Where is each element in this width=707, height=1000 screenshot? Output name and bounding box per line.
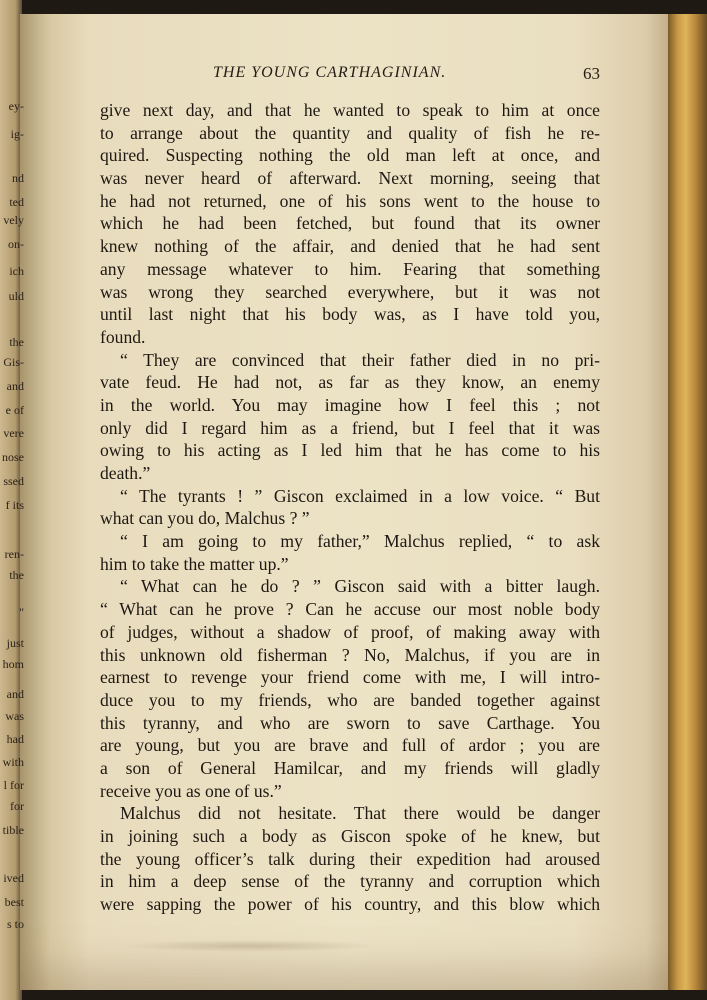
left-page-text-fragments	[0, 0, 24, 1000]
page-header	[100, 64, 600, 84]
left-page-fragment: l for	[3, 779, 24, 792]
left-page-fragment: had	[6, 733, 24, 746]
left-page-fragment: nose	[2, 451, 24, 464]
text-line: a son of General Hamilcar, and my friends will gladly	[100, 757, 600, 778]
left-page-fragment: Gis-	[3, 356, 24, 369]
left-page-fragment: and	[6, 380, 24, 393]
left-page-fragment: ren-	[4, 548, 24, 561]
text-line: found.	[100, 326, 146, 347]
left-page-fragment: vere	[3, 427, 24, 440]
page-number: 63	[583, 64, 600, 83]
text-line: any message whatever to him. Fearing that something	[100, 258, 600, 279]
text-line: vate feud. He had not, as far as they know, an enemy	[100, 372, 600, 393]
text-line: were sapping the power of his country, and this blow which	[100, 894, 600, 915]
left-page-fragment: f its	[5, 499, 24, 512]
page-stain	[120, 940, 380, 952]
text-line: “ The tyrants ! ” Giscon exclaimed in a low voice. “ But	[120, 485, 600, 506]
book-spine-edge	[668, 14, 707, 990]
text-line: until last night that his body was, as I have told you,	[100, 304, 600, 325]
text-line: only did I regard him as a friend, but I feel that it was	[100, 417, 600, 438]
text-line: which he had been fetched, but found that its owner	[100, 213, 600, 234]
running-title: THE YOUNG CARTHAGINIAN.	[213, 64, 447, 81]
left-page-fragment: ig-	[10, 128, 24, 141]
text-line: “ I am going to my father,” Malchus replied, “ to ask	[120, 531, 600, 552]
text-line: in him a deep sense of the tyranny and corruption which	[100, 871, 600, 892]
left-page-fragment: ssed	[3, 475, 24, 488]
left-page-fragment: the	[9, 336, 24, 349]
text-line: he had not returned, one of his sons went to the house to	[100, 190, 600, 211]
text-line: are young, but you are brave and full of ardor ; you are	[100, 735, 600, 756]
text-line: owing to his acting as I led him that he has come to his	[100, 440, 600, 461]
text-line: knew nothing of the affair, and denied that he had sent	[100, 236, 600, 257]
left-page-fragment: ived	[3, 872, 24, 885]
left-page-fragment: vely	[3, 214, 24, 227]
text-line: “ They are convinced that their father died in no pri-	[120, 349, 600, 370]
text-line: “ What can he do ? ” Giscon said with a bitter laugh.	[120, 576, 600, 597]
left-page-fragment: tible	[2, 824, 24, 837]
left-page-fragment: the	[9, 569, 24, 582]
left-page-fragment: just	[6, 637, 24, 650]
body-text	[100, 99, 600, 916]
text-line: was never heard of afterward. Next morning, seeing that	[100, 168, 600, 189]
left-page-fragment: ted	[9, 196, 24, 209]
left-page-fragment: with	[2, 756, 24, 769]
text-line: what can you do, Malchus ? ”	[100, 508, 310, 529]
text-line: receive you as one of us.”	[100, 780, 282, 801]
text-line: give next day, and that he wanted to speak to him at once	[100, 100, 600, 120]
left-page-fragment: uld	[8, 290, 24, 303]
left-page-fragment: ich	[9, 265, 24, 278]
text-line: this tyranny, and who are sworn to save Carthage. You	[100, 712, 600, 733]
text-line: death.”	[100, 463, 151, 483]
text-line: him to take the matter up.”	[100, 553, 289, 574]
left-page-fragment: "	[19, 606, 24, 619]
text-line: this unknown old fisherman ? No, Malchus, if you are in	[100, 644, 600, 665]
text-line: “ What can he prove ? Can he accuse our most noble body	[100, 599, 600, 620]
left-page-fragment: ey-	[8, 100, 24, 113]
text-line: of judges, without a shadow of proof, of making away with	[100, 621, 600, 642]
text-line: the young officer’s talk during their expedition had aroused	[100, 848, 600, 869]
left-page-fragment: and	[6, 688, 24, 701]
text-line: duce you to my friends, who are banded together against	[100, 689, 600, 710]
text-line: was wrong they searched everywhere, but it was not	[100, 281, 600, 302]
text-line: quired. Suspecting nothing the old man left at once, and	[100, 145, 600, 166]
left-page-fragment: for	[10, 800, 24, 813]
left-page-fragment: was	[5, 710, 24, 723]
left-page-fragment: s to	[6, 918, 24, 931]
text-line: Malchus did not hesitate. That there would be danger	[120, 803, 600, 824]
text-line: earnest to revenge your friend come with me, I will intro-	[100, 667, 600, 688]
text-line: to arrange about the quantity and quality of fish he re-	[100, 122, 600, 143]
text-line: in joining such a body as Giscon spoke of he knew, but	[100, 826, 600, 846]
left-page-fragment: hom	[2, 658, 24, 671]
left-page-fragment: nd	[12, 172, 24, 185]
left-page-fragment: best	[4, 896, 24, 909]
text-line: in the world. You may imagine how I feel this ; not	[100, 394, 600, 415]
left-page-fragment: on-	[8, 238, 24, 251]
left-page-fragment: e of	[5, 404, 24, 417]
